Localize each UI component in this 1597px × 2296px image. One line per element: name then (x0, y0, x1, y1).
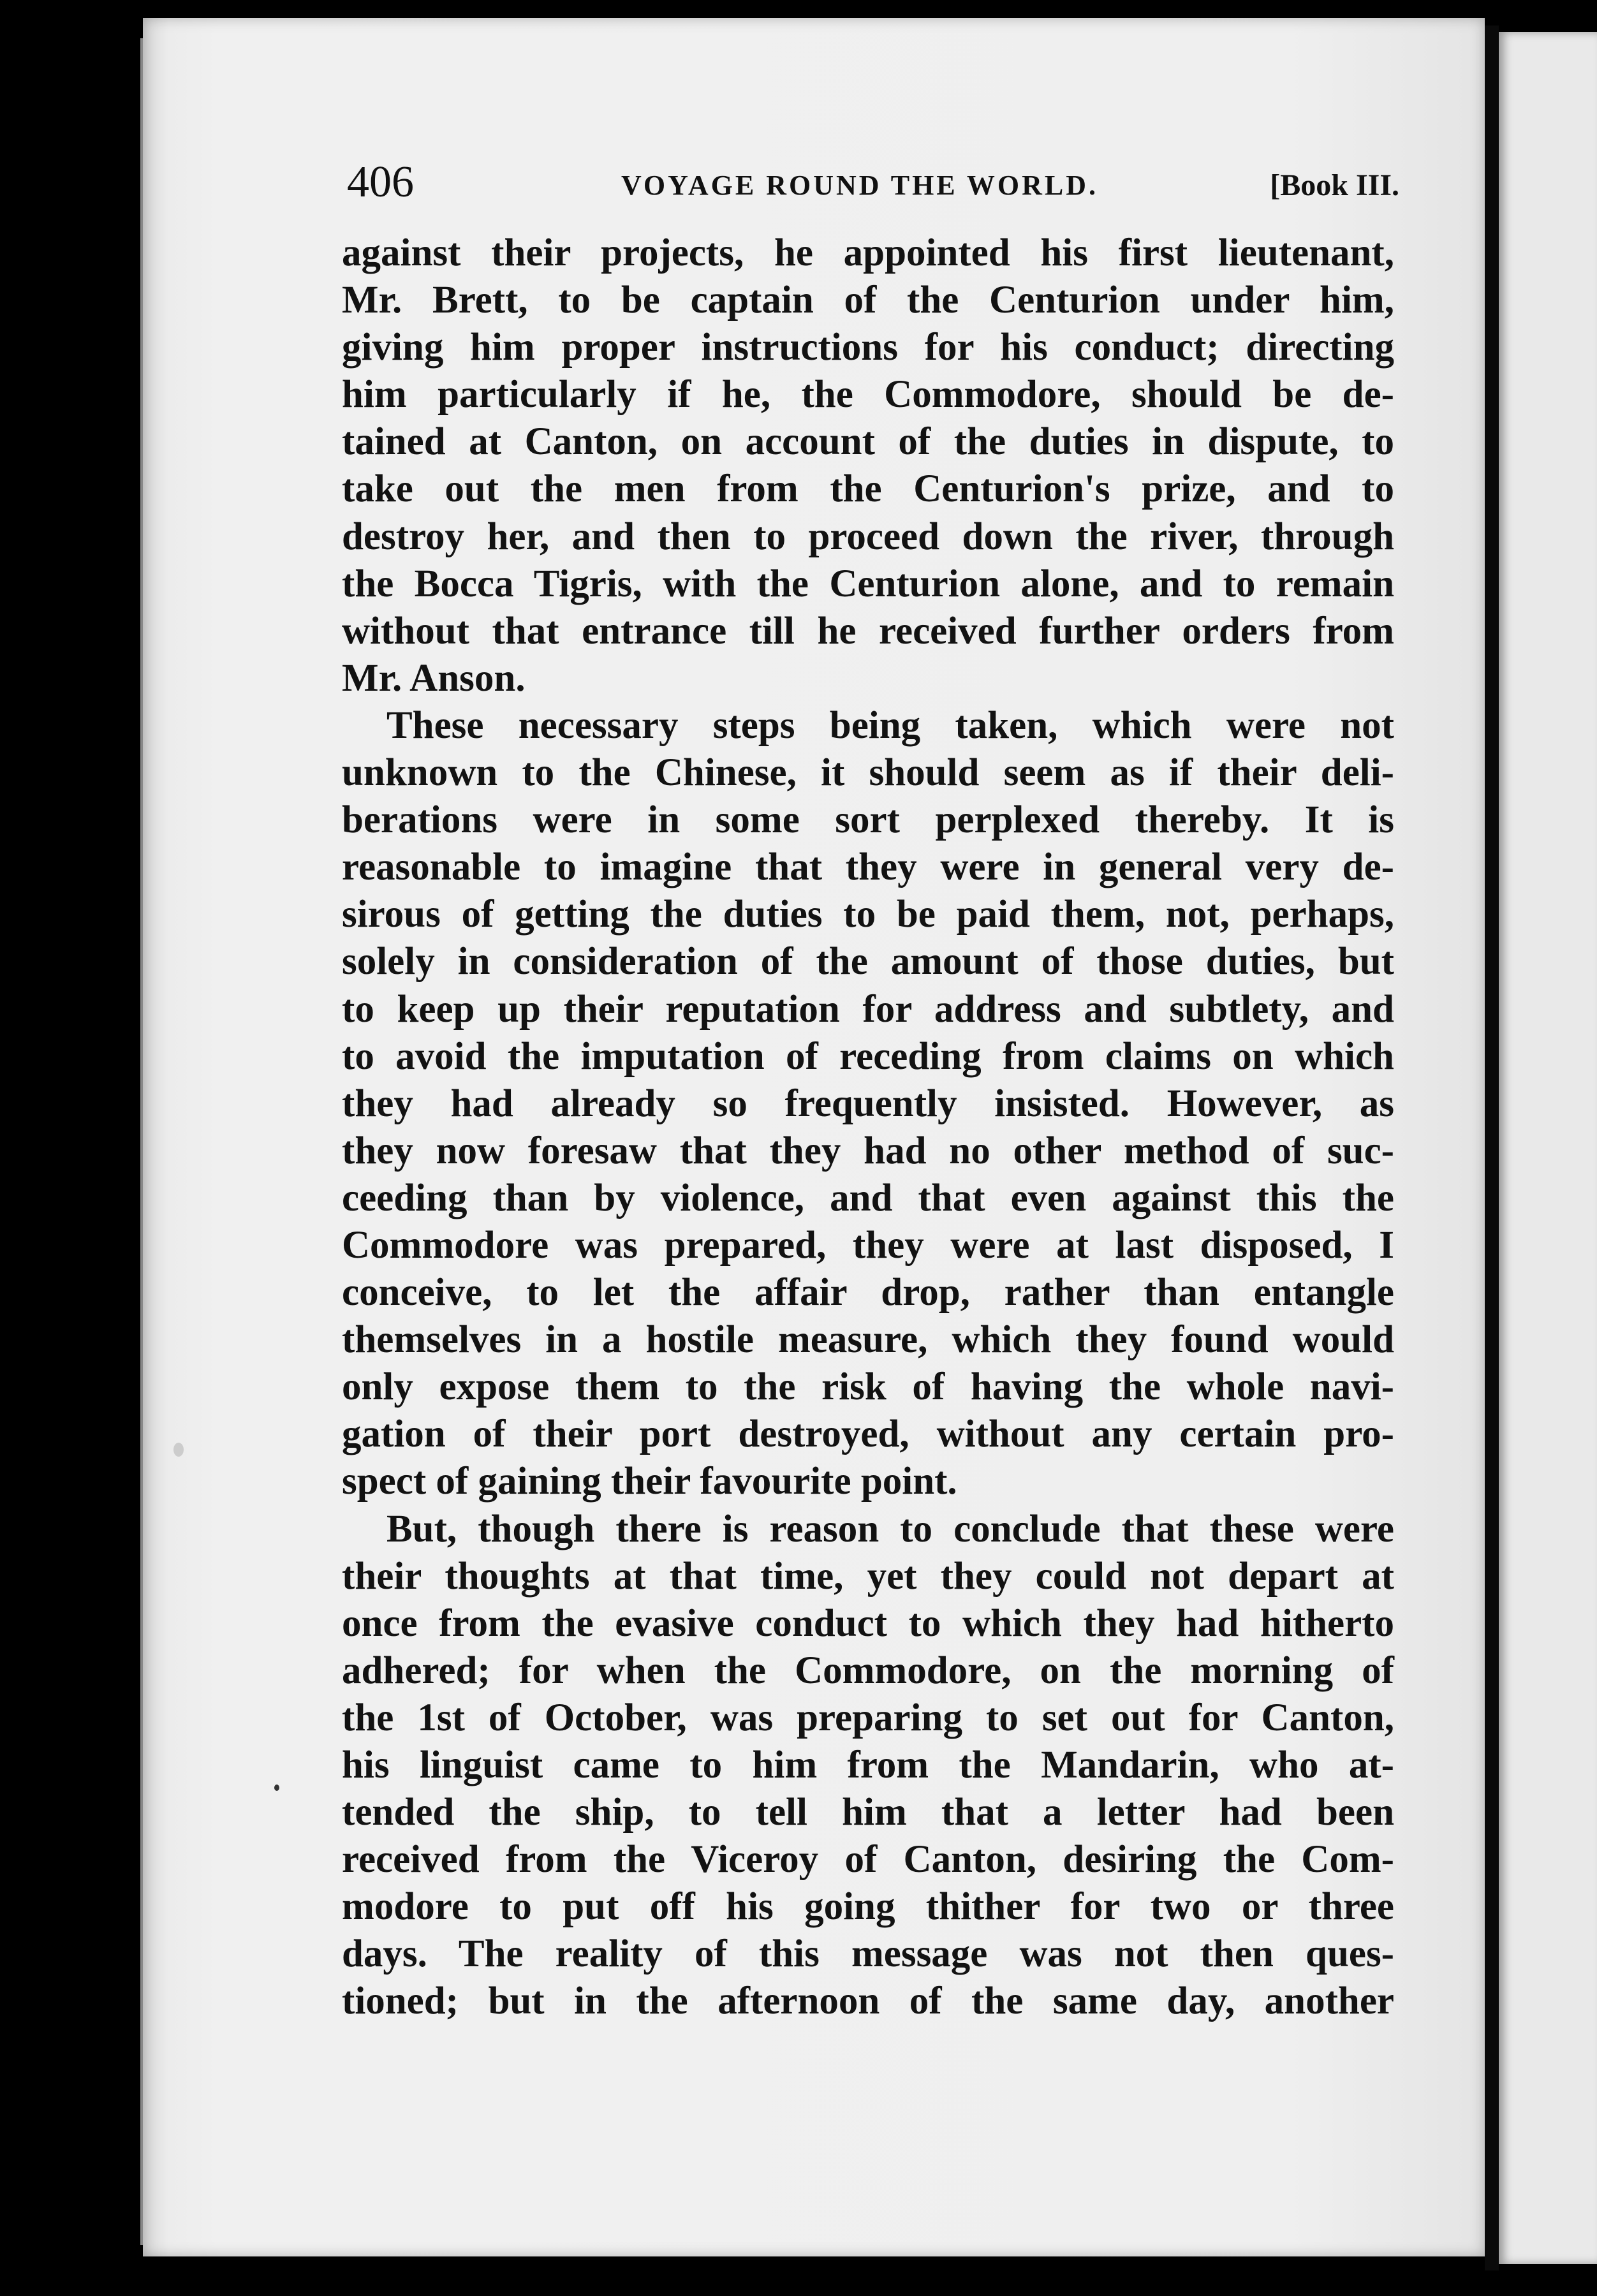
text-line: modore to put off his going thither for two or three (342, 1885, 1394, 1929)
scan-speck (274, 1785, 279, 1791)
running-header (347, 157, 1399, 208)
text-line: their thoughts at that time, yet they could not depart at (342, 1554, 1394, 1598)
text-line: gation of their port destroyed, without any certain pro- (342, 1413, 1394, 1456)
text-line: to keep up their reputation for address and subtlety, and (342, 987, 1394, 1031)
text-line: themselves in a hostile measure, which they found would (342, 1318, 1394, 1362)
facing-page-strip (1498, 32, 1597, 2264)
text-line: Commodore was prepared, they were at last disposed, I (342, 1223, 1394, 1267)
paragraph (342, 702, 1394, 1506)
text-line: his linguist came to him from the Mandarin, who at- (342, 1744, 1394, 1786)
scan-speck (173, 1443, 184, 1457)
text-line: ceeding than by violence, and that even against this the (342, 1176, 1394, 1219)
body-text (342, 230, 1394, 2026)
text-line: against their projects, he appointed his first lieutenant, (342, 232, 1394, 274)
book-gutter (1485, 26, 1499, 2270)
text-line: only expose them to the risk of having the whole navi- (342, 1365, 1394, 1409)
text-line: solely in consideration of the amount of those duties, but (342, 940, 1394, 983)
text-line: him particularly if he, the Commodore, should be de- (342, 373, 1394, 416)
text-line: giving him proper instructions for his conduct; directing (342, 326, 1394, 369)
page-number: 406 (347, 158, 414, 207)
text-line: Mr. Anson. (342, 656, 526, 700)
text-line: the 1st of October, was preparing to set out for Canton, (342, 1696, 1394, 1739)
text-line: destroy her, and then to proceed down the river, through (342, 515, 1394, 558)
text-line: once from the evasive conduct to which they had hitherto (342, 1601, 1394, 1645)
text-line: days. The reality of this message was not then ques- (342, 1932, 1394, 1976)
text-line: Mr. Brett, to be captain of the Centurion under him, (342, 279, 1394, 322)
text-line: adhered; for when the Commodore, on the morning of (342, 1649, 1394, 1692)
text-line: reasonable to imagine that they were in general very de- (342, 846, 1394, 889)
paragraph (342, 230, 1394, 702)
text-line: berations were in some sort perplexed thereby. It is (342, 798, 1394, 842)
text-line: they now foresaw that they had no other method of suc- (342, 1129, 1394, 1172)
text-line: These necessary steps being taken, which were not (386, 703, 1394, 747)
text-line: tended the ship, to tell him that a letter had been (342, 1791, 1394, 1834)
text-line: tioned; but in the afternoon of the same day, another (342, 1980, 1394, 2023)
text-line: unknown to the Chinese, it should seem as if their deli- (342, 751, 1394, 795)
text-line: to avoid the imputation of receding from claims on which (342, 1034, 1394, 1078)
text-line: conceive, to let the affair drop, rather than entangle (342, 1271, 1394, 1314)
text-line: tained at Canton, on account of the duties in dispute, to (342, 420, 1394, 464)
text-line: spect of gaining their favourite point. (342, 1460, 957, 1503)
book-reference: [Book III. (1270, 168, 1399, 202)
text-line: without that entrance till he received further orders from (342, 609, 1394, 652)
text-line: sirous of getting the duties to be paid them, not, perhaps, (342, 893, 1394, 936)
text-line: the Bocca Tigris, with the Centurion alone, and to remain (342, 562, 1394, 605)
text-line: But, though there is reason to conclude that these were (386, 1507, 1394, 1550)
paragraph (342, 1506, 1394, 2026)
text-line: received from the Viceroy of Canton, desiring the Com- (342, 1838, 1394, 1881)
running-title: VOYAGE ROUND THE WORLD. (621, 170, 1098, 201)
text-line: they had already so frequently insisted. However, as (342, 1082, 1394, 1125)
text-line: take out the men from the Centurion's prize, and to (342, 467, 1394, 511)
